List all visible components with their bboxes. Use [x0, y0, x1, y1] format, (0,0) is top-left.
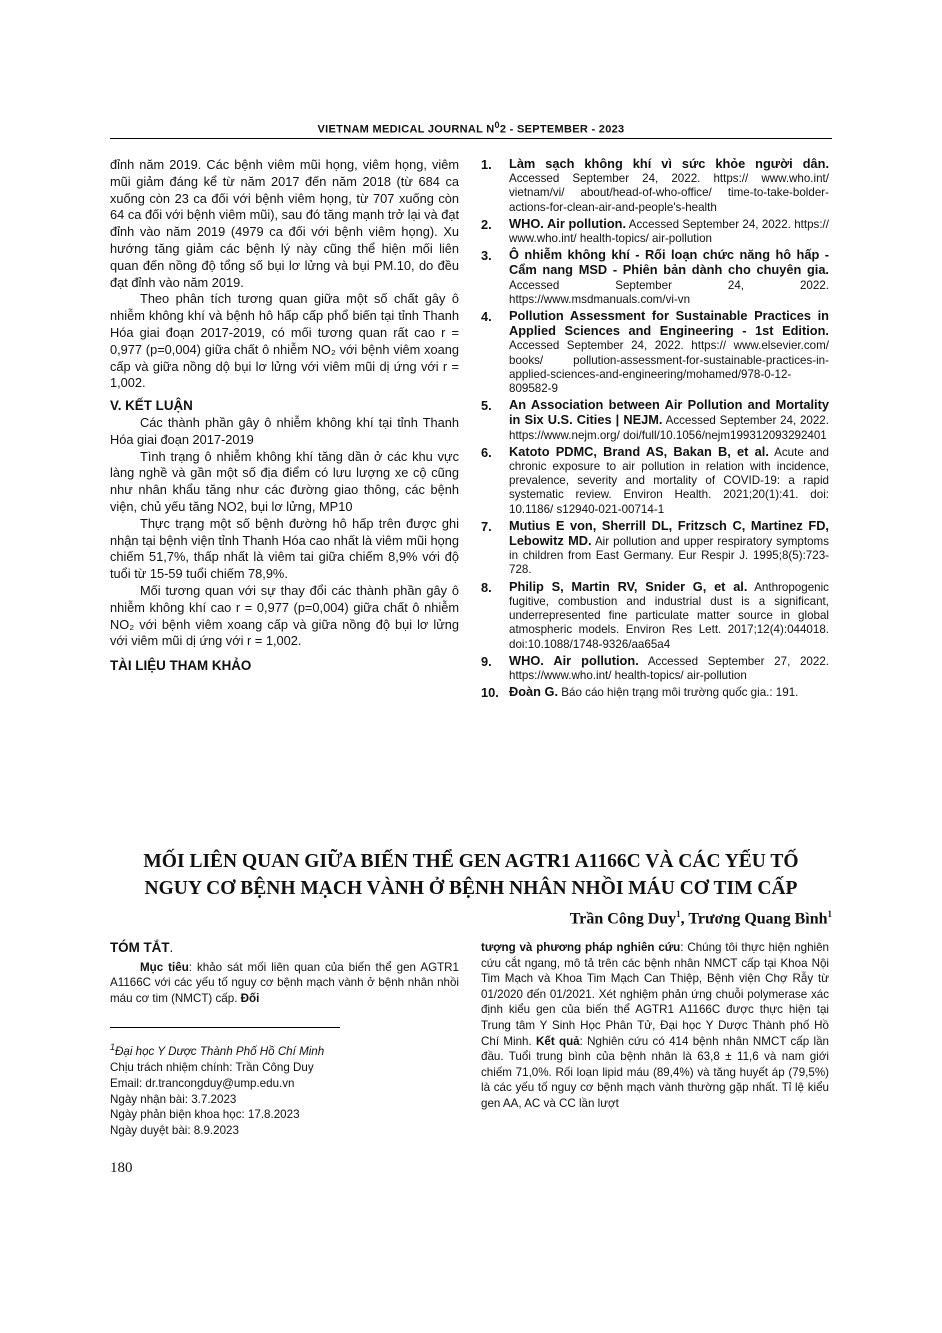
reference-details: Air pollution and upper respiratory symptoms in children from East Germany. Eur Respir J. 1995;8(5):723-728.: [509, 535, 830, 577]
reference-title: Katoto PDMC, Brand AS, Bakan B, et al.: [509, 443, 769, 459]
paragraph: Tình trạng ô nhiễm không khí tăng dần ở các khu vực làng nghề và gần một số địa điểm có lưu lượng xe cộ cũng như nhân khẩu tăng như các đường giao thông, các bệnh viện, chủ yếu tăng NO2, bụi lơ lửng, MP10: [110, 448, 459, 514]
reference-number: 7.: [481, 518, 492, 534]
abstract-left: [110, 940, 459, 1006]
affiliation-sup: 1: [110, 1042, 116, 1052]
paragraph: Các thành phần gây ô nhiễm không khí tại tỉnh Thanh Hóa giai đoạn 2017-2019: [110, 414, 459, 447]
paragraph: Thực trạng một số bệnh đường hô hấp trên được ghi nhận tại bệnh viện tỉnh Thanh Hóa cao nhất là viêm mũi họng chiếm 51,7%, thấp nhất là viêm tai giữa chiếm 8,9% với độ tuổi từ 15-59 tuổi chiếm 78,9%.: [110, 515, 459, 582]
reference-title: Philip S, Martin RV, Snider G, et al.: [509, 578, 748, 594]
reference-number: 6.: [481, 444, 492, 460]
title-line: MỐI LIÊN QUAN GIỮA BIẾN THỂ GEN AGTR1 A1166C VÀ CÁC YẾU TỐ: [143, 851, 799, 872]
summary-heading: TÓM TẮT.: [110, 940, 174, 955]
paragraph: Theo phân tích tương quan giữa một số chất gây ô nhiễm không khí và bệnh hô hấp cấp phổ biến tại tỉnh Thanh Hóa giai đoạn 2017-2019, có mối tương quan rất cao r = 0,977 (p=0,004) giữa chất ô nhiễm NO₂ với bệnh viêm xoang cấp và giữa nồng dộ bụi lơ lửng với viêm mũi dị ứng với r = 1,002.: [110, 291, 459, 391]
author-name: Trương Quang Bình: [688, 910, 828, 928]
reference-number: 10.: [481, 685, 499, 701]
reference-title: WHO. Air pollution.: [509, 652, 639, 668]
result-label: Kết quả: [536, 1034, 580, 1048]
page-number: 180: [110, 1160, 133, 1176]
reference-number: 9.: [481, 653, 492, 669]
references-heading: TÀI LIỆU THAM KHẢO: [110, 658, 252, 674]
reference-title: Làm sạch không khí vì sức khỏe người dân.: [509, 156, 829, 171]
footnote-rule: [110, 1027, 340, 1028]
reference-title: WHO. Air pollution.: [509, 215, 627, 231]
author-affiliation-sup: 1: [676, 909, 681, 919]
objective-label: Mục tiêu: [140, 960, 189, 974]
reference-item: [481, 217, 829, 246]
journal-header: [110, 120, 832, 136]
reference-number: 8.: [481, 579, 492, 595]
reference-item: [481, 445, 829, 517]
accepted-date: Ngày duyệt bài: 8.9.2023: [110, 1124, 239, 1138]
references-list: [481, 157, 829, 704]
journal-issue: 2 - SEPTEMBER - 2023: [499, 123, 625, 136]
reference-item: [481, 398, 829, 443]
method-text: : Chúng tôi thực hiện nghiên cứu cắt ngang, mô tả trên các bệnh nhân NMCT cấp tại Khoa Nội Tim Mạch và Khoa Tim Mạch Can Thiệp, Bệnh viện Chợ Rẫy từ 01/2020 đến 01/2021. Xét nghiệm phản ứng chuỗi polymerase xác định kiểu gen của biến thể AGTR1 A1166C được thực hiện tại Trung tâm Y Sinh Học Phân Tử, Đại học Y Dược Thành phố Hồ Chí Minh.: [481, 941, 830, 1048]
method-label-start: Đối: [240, 991, 260, 1005]
footnote: [110, 1040, 459, 1139]
reference-item: [481, 157, 829, 215]
reference-item: [481, 685, 829, 702]
abstract-right: [481, 940, 829, 1112]
reference-details: Accessed September 24, 2022. https:// www.elsevier.com/ books/ pollution-assessment-for-sustainable-practices-in-applied-sciences-and-engineering/mohamed/978-0-12-809582-9: [509, 339, 829, 396]
reference-number: 4.: [481, 309, 492, 325]
reference-details: Accessed September 24, 2022. https://www.nejm.org/ doi/full/10.1056/nejm199312093292401: [509, 414, 829, 442]
reference-details: Accessed September 24, 2022. https:// www.who.int/ vietnam/vi/ about/head-of-who-office/ time-to-take-bolder-actions-for-clean-air-and-people's-health: [509, 172, 829, 214]
reference-details: Acute and chronic exposure to air pollution in relation with incidence, prevalence, severity and mortality of COVID-19: a rapid systematic review. Environ Health. 2021;20(1):41. doi: 10.1186/ s12940-021-00714-1: [509, 445, 829, 516]
reference-number: 3.: [481, 248, 492, 264]
paragraph: đỉnh năm 2019. Các bệnh viêm mũi họng, viêm họng, viêm mũi giảm đáng kể từ năm 2017 đến năm 2018 (từ 684 ca xuống còn 23 ca đối với bệnh viêm họng, từ 707 xuống còn 64 ca đối với bệnh viêm mũi), sau đó tăng mạnh trở lại và đạt đỉnh vào năm 2019 (4979 ca đối với bệnh viêm họng). Xu hướng tăng giảm các bệnh lý này cũng thể hiện mối liên quan đến nồng độ tổng số bụi lơ lửng và bụi PM.10, do đều đạt đỉnh vào năm 2019.: [110, 157, 459, 290]
responsible-author: Chịu trách nhiệm chính: Trần Công Duy: [110, 1060, 314, 1074]
reference-details: Accessed September 24, 2022. https://www.msdmanuals.com/vi-vn: [509, 278, 829, 306]
review-date: Ngày phản biện khoa học: 17.8.2023: [110, 1108, 300, 1122]
reference-details: Accessed September 24, 2022. https:// www.who.int/ health-topics/ air-pollution: [509, 217, 829, 246]
reference-item: [481, 248, 829, 307]
journal-name: VIETNAM MEDICAL JOURNAL N: [317, 123, 495, 136]
left-column: [110, 157, 459, 675]
reference-item: [481, 519, 829, 578]
title-line: NGUY CƠ BỆNH MẠCH VÀNH Ở BỆNH NHÂN NHỒI MÁU CƠ TIM CẤP: [144, 878, 798, 899]
paragraph: Mối tương quan với sự thay đổi các thành phần gây ô nhiễm không khí cao r = 0,977 (p=0,004) giữa chất ô nhiễm NO₂ với bệnh viêm xoang cấp và giữa nồng độ bụi lơ lửng với viêm mũi dị ứng với r = 1,002.: [110, 582, 459, 649]
journal-number-sup: 0: [494, 120, 500, 130]
reference-item: [481, 309, 829, 396]
header-rule: [110, 138, 832, 139]
reference-title: Ô nhiễm không khí - Rối loạn chức năng hô hấp - Cẩm nang MSD - Phiên bản dành cho chuyên gia.: [509, 247, 829, 278]
reference-details: Accessed September 27, 2022. https://www.who.int/ health-topics/ air-pollution: [509, 654, 829, 682]
reference-number: 1.: [481, 157, 492, 172]
conclusion-heading: V. KẾT LUẬN: [110, 398, 193, 414]
author-name: Trần Công Duy: [569, 910, 677, 928]
article-title: [110, 848, 832, 902]
author-line: [430, 909, 832, 928]
email: Email: dr.trancongduy@ump.edu.vn: [110, 1076, 295, 1090]
reference-details: Anthropogenic fugitive, combustion and industrial dust is a significant, underrepresented fine particulate matter source in global atmospheric models. Environ Res Lett. 2017;12(4):044018. doi:10.1088/1748-9326/aa65a4: [509, 580, 829, 651]
result-text: : Nghiên cứu có 414 bệnh nhân NMCT cấp lần đầu. Tuổi trung bình của bệnh nhân là 63,8 ± 11,6 và nam giới chiếm 71,0%. Rối loạn lipid máu (89,4%) và tăng huyết áp (79,5%) là các yếu tố nguy cơ bệnh mạch vành thường gặp nhất. Tỉ lệ kiểu gen AA, AC và CC lần lượt: [481, 1034, 829, 1110]
reference-number: 2.: [481, 216, 492, 232]
reference-item: [481, 580, 829, 652]
reference-title: Đoàn G.: [509, 684, 559, 700]
author-affiliation-sup: 1: [827, 909, 832, 919]
affiliation: Đại học Y Dược Thành Phố Hồ Chí Minh: [115, 1044, 325, 1058]
objective-text: : khảo sát mối liên quan của biến thể gen AGTR1 A1166C với các yếu tố nguy cơ bệnh mạch vành ở bệnh nhân nhồi máu cơ tim (NMCT) cấp.: [110, 960, 459, 1005]
reference-item: [481, 654, 829, 683]
reference-number: 5.: [481, 398, 492, 414]
received-date: Ngày nhận bài: 3.7.2023: [110, 1092, 237, 1106]
method-label: tượng và phương pháp nghiên cứu: [481, 941, 681, 954]
author-separator: ,: [680, 910, 689, 928]
reference-details: Báo cáo hiện trạng môi trường quốc gia.: 191.: [561, 686, 799, 700]
reference-title: Pollution Assessment for Sustainable Practices in Applied Sciences and Engineering - 1st Edition.: [509, 308, 829, 339]
reference-title: Mutius E von, Sherrill DL, Fritzsch C, Martinez FD, Lebowitz MD.: [509, 517, 829, 549]
reference-title: An Association between Air Pollution and Mortality in Six U.S. Cities | NEJM.: [509, 397, 829, 428]
